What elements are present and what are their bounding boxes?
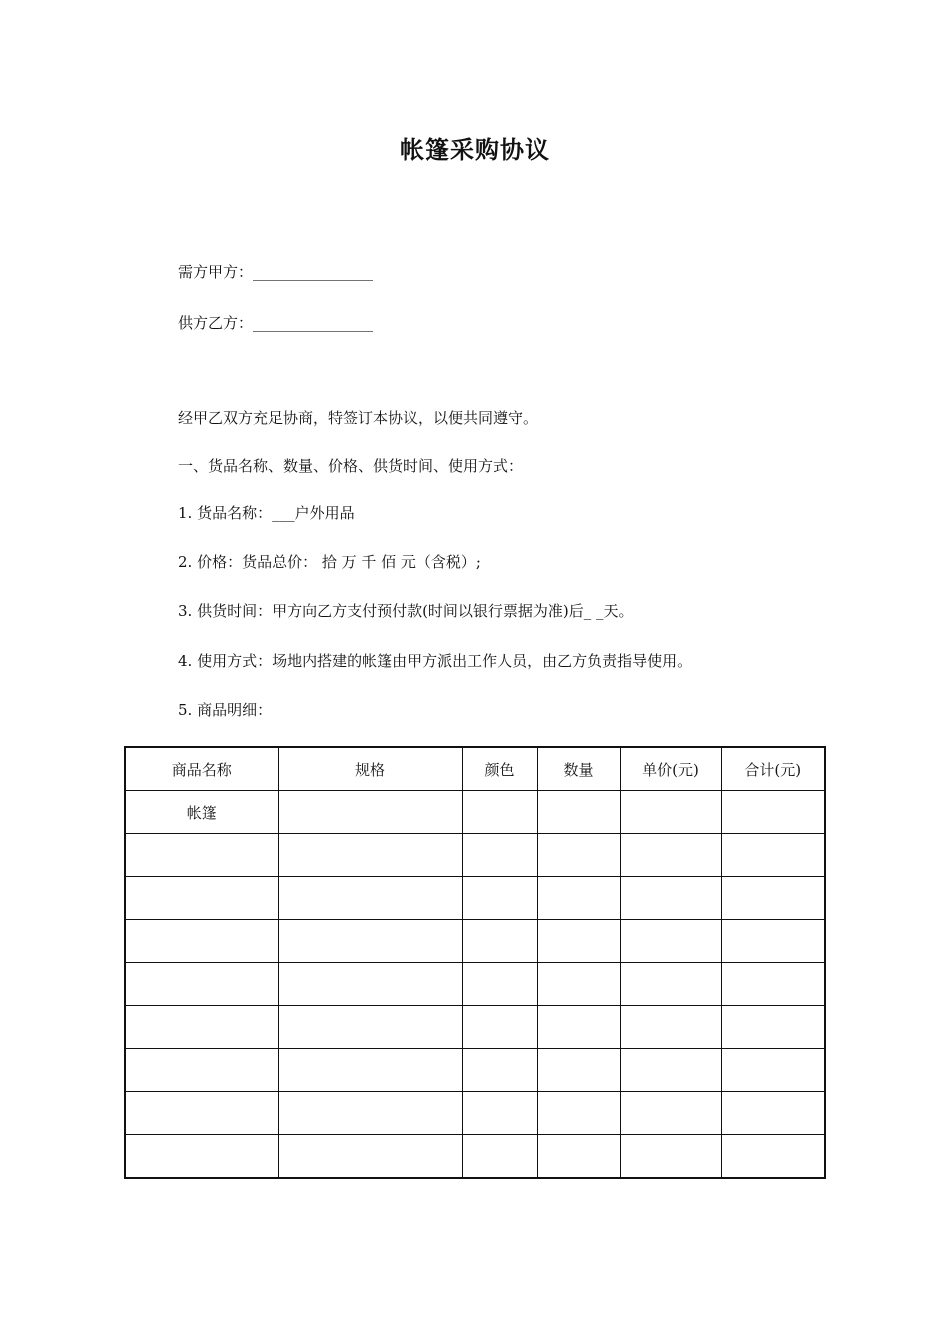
table-cell: [462, 920, 537, 963]
party-b-line: 供方乙方：________________: [178, 314, 374, 332]
table-cell: [721, 1049, 825, 1092]
table-cell: [278, 1135, 462, 1179]
table-cell: [462, 1006, 537, 1049]
table-cell: [537, 1006, 620, 1049]
table-cell: [620, 963, 721, 1006]
table-row: [125, 920, 825, 963]
table-cell: [721, 1135, 825, 1179]
table-cell: [462, 1135, 537, 1179]
table-cell: [620, 791, 721, 834]
section-1-heading: 一、货品名称、数量、价格、供货时间、使用方式：: [178, 457, 524, 475]
header-total: 合计(元): [721, 747, 825, 791]
table-cell: [125, 1049, 278, 1092]
table-cell: [537, 877, 620, 920]
table-cell: [462, 1092, 537, 1135]
table-cell: [125, 963, 278, 1006]
table-cell: [462, 877, 537, 920]
table-cell: [462, 1049, 537, 1092]
table-cell: [620, 834, 721, 877]
header-spec: 规格: [278, 747, 462, 791]
table-cell: [278, 1092, 462, 1135]
table-cell: [462, 791, 537, 834]
document-title: 帐篷采购协议: [400, 135, 550, 164]
table-row: [125, 1092, 825, 1135]
header-unit-price: 单价(元): [620, 747, 721, 791]
table-cell: 帐篷: [125, 791, 278, 834]
table-cell: [721, 963, 825, 1006]
table-cell: [278, 877, 462, 920]
table-cell: [620, 1092, 721, 1135]
table-row: [125, 791, 825, 834]
table-cell: [125, 877, 278, 920]
table-cell: [537, 1049, 620, 1092]
table-row: [125, 1135, 825, 1179]
clause-usage: 4. 使用方式：场地内搭建的帐篷由甲方派出工作人员，由乙方负责指导使用。: [178, 652, 693, 670]
header-product-name: 商品名称: [125, 747, 278, 791]
table-cell: [721, 920, 825, 963]
table-cell: [278, 834, 462, 877]
table-row: [125, 834, 825, 877]
table-cell: [125, 1135, 278, 1179]
clause-product-details: 5. 商品明细：: [178, 701, 273, 719]
table-cell: [721, 791, 825, 834]
header-quantity: 数量: [537, 747, 620, 791]
clause-goods-name: 1. 货品名称：___户外用品: [178, 504, 355, 522]
table-cell: [278, 1049, 462, 1092]
table-header-row: [125, 747, 825, 791]
table-cell: [278, 920, 462, 963]
table-cell: [537, 834, 620, 877]
table-cell: [721, 834, 825, 877]
table-cell: [462, 963, 537, 1006]
table-cell: [537, 1135, 620, 1179]
clause-delivery-time: 3. 供货时间：甲方向乙方支付预付款(时间以银行票据为准)后_ _天。: [178, 602, 634, 620]
table-cell: [278, 963, 462, 1006]
table-row: [125, 1006, 825, 1049]
table-cell: [125, 834, 278, 877]
table-cell: [125, 1092, 278, 1135]
table-cell: [721, 877, 825, 920]
header-color: 颜色: [462, 747, 537, 791]
table-cell: [620, 920, 721, 963]
table-cell: [620, 1049, 721, 1092]
table-cell: [125, 920, 278, 963]
table-cell: [537, 1092, 620, 1135]
table-cell: [125, 1006, 278, 1049]
table-cell: [278, 1006, 462, 1049]
product-detail-table: [124, 746, 826, 1179]
table-cell: [462, 834, 537, 877]
intro-paragraph: 经甲乙双方充足协商，特签订本协议，以便共同遵守。: [178, 409, 539, 427]
table-row: [125, 877, 825, 920]
table-cell: [537, 791, 620, 834]
table-cell: [721, 1006, 825, 1049]
table-cell: [537, 920, 620, 963]
table-cell: [537, 963, 620, 1006]
table-cell: [721, 1092, 825, 1135]
table-row: [125, 963, 825, 1006]
table-cell: [620, 877, 721, 920]
table-cell: [620, 1135, 721, 1179]
table-cell: [620, 1006, 721, 1049]
clause-price: 2. 价格：货品总价： 拾 万 千 佰 元（含税）;: [178, 553, 481, 571]
party-a-line: 需方甲方：________________: [178, 263, 374, 281]
table-row: [125, 1049, 825, 1092]
table-cell: [278, 791, 462, 834]
